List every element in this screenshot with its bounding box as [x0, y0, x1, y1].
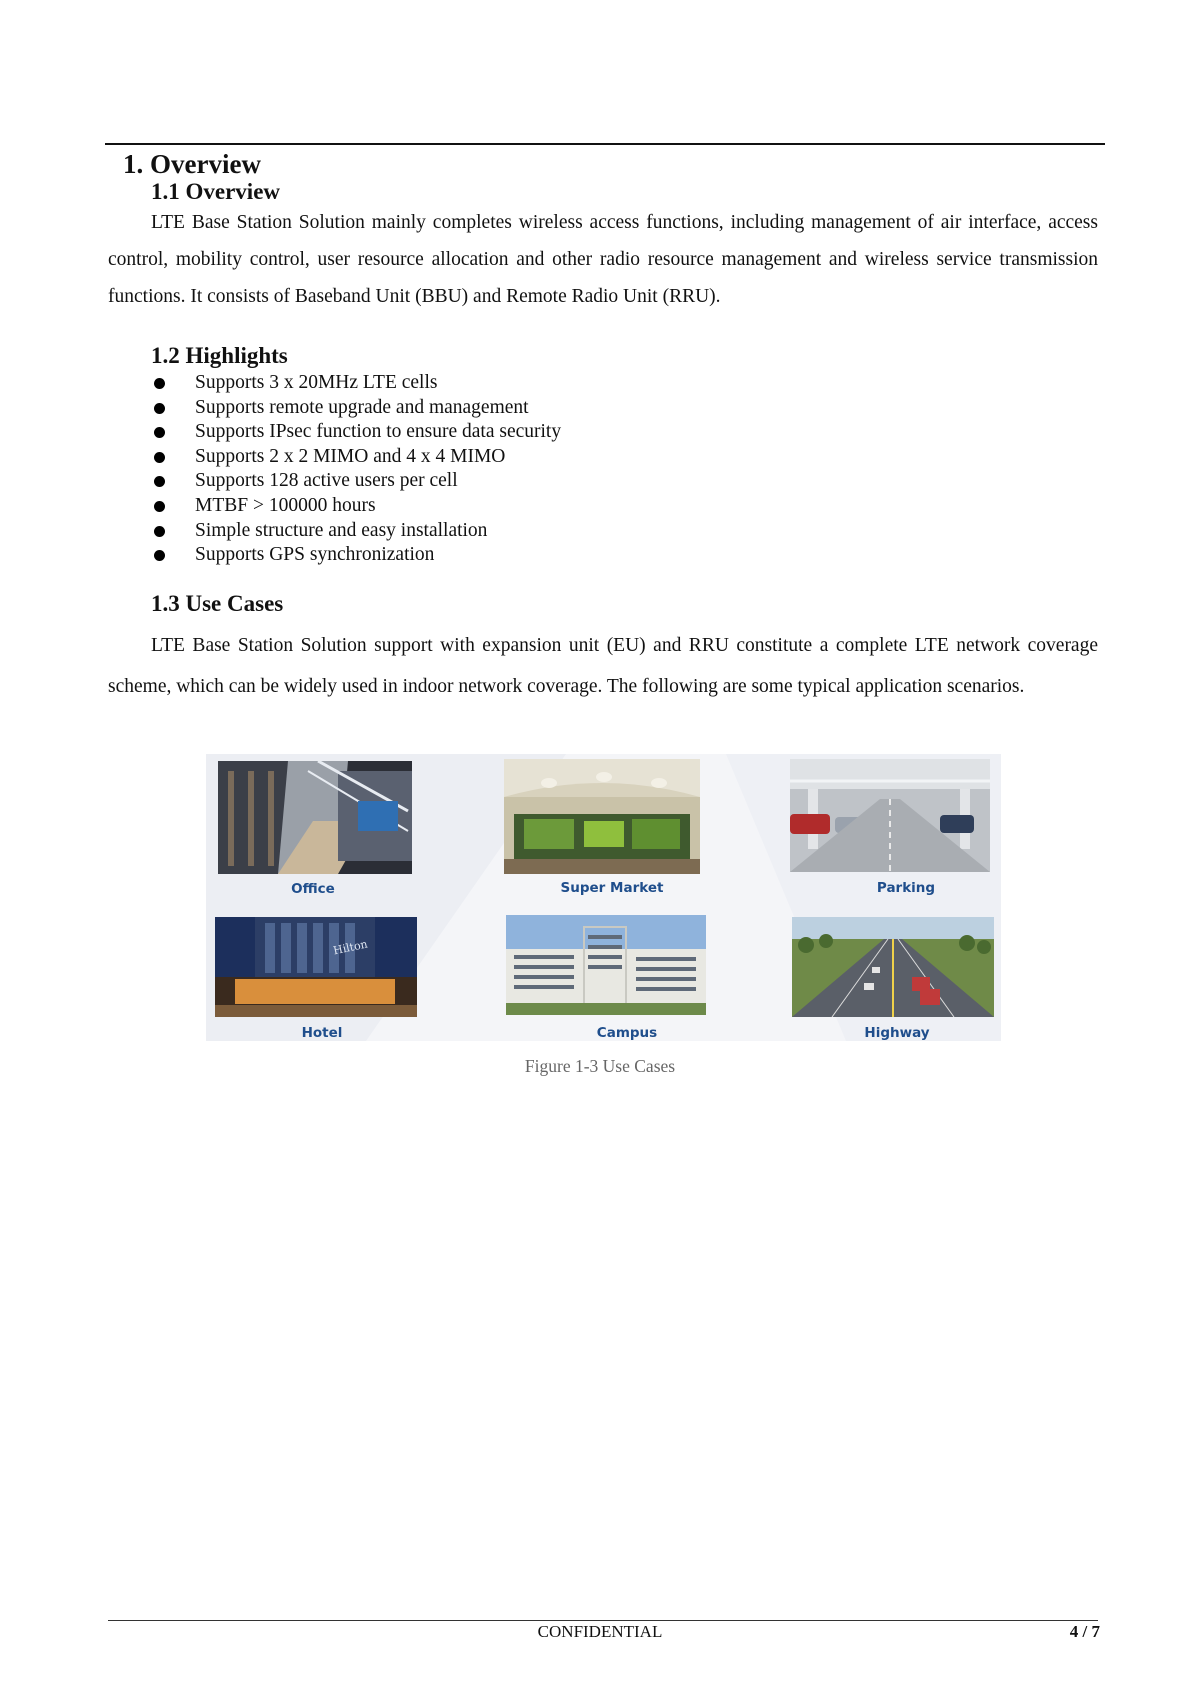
bullet-icon	[154, 550, 165, 561]
list-item	[150, 519, 561, 544]
highway-photo	[792, 917, 994, 1017]
bullet-icon	[154, 378, 165, 389]
super-market-label: Super Market	[560, 880, 664, 896]
highlight-text: Supports remote upgrade and management	[195, 396, 529, 418]
super-market-photo	[504, 759, 700, 874]
section-title: 1. Overview	[123, 149, 261, 179]
highlight-text: MTBF > 100000 hours	[195, 494, 376, 516]
highlight-text: Supports 128 active users per cell	[195, 470, 458, 492]
bullet-icon	[154, 427, 165, 438]
hotel-sign: Hilton	[332, 937, 369, 958]
highway-label: Highway	[864, 1025, 930, 1041]
page-number: 4 / 7	[1069, 1622, 1100, 1641]
campus-label: Campus	[596, 1025, 658, 1041]
list-item	[150, 396, 561, 421]
footer-rule	[108, 1620, 1098, 1621]
list-item	[150, 371, 561, 396]
highlight-text: Supports 3 x 20MHz LTE cells	[195, 372, 438, 393]
highlight-text: Supports 2 x 2 MIMO and 4 x 4 MIMO	[195, 445, 506, 467]
parking-photo	[790, 759, 990, 872]
highlights-heading: 1.2 Highlights	[151, 343, 288, 368]
highlight-text: Supports GPS synchronization	[195, 544, 435, 566]
office-label: Office	[291, 881, 335, 897]
campus-photo	[506, 915, 706, 1015]
list-item	[150, 543, 561, 568]
bullet-icon	[154, 403, 165, 414]
use-cases-figure	[206, 754, 1001, 1041]
use-cases-paragraph: LTE Base Station Solution support with expansion unit (EU) and RRU constitute a complete LTE network coverage scheme, which can be widely used in indoor network coverage. The following are some typical application scenarios.	[108, 635, 1098, 697]
highlight-text: Supports IPsec function to ensure data security	[195, 421, 562, 443]
figure-caption: Figure 1-3 Use Cases	[524, 1056, 676, 1076]
hotel-photo	[215, 917, 417, 1017]
hotel-label: Hotel	[301, 1025, 343, 1041]
list-item	[150, 469, 561, 494]
overview-heading: 1.1 Overview	[151, 179, 281, 204]
header-rule	[105, 143, 1105, 145]
use-cases-heading: 1.3 Use Cases	[151, 591, 284, 616]
bullet-icon	[154, 452, 165, 463]
footer-confidential: CONFIDENTIAL	[537, 1622, 663, 1641]
list-item	[150, 494, 561, 519]
bullet-icon	[154, 476, 165, 487]
list-item	[150, 420, 561, 445]
office-photo	[218, 761, 412, 874]
overview-paragraph: LTE Base Station Solution mainly completes wireless access functions, including management of air interface, access control, mobility control, user resource allocation and other radio resource management and wireless service transmission functions. It consists of Baseband Unit (BBU) and Remote Radio Unit (RRU).	[108, 212, 1098, 307]
list-item	[150, 445, 561, 470]
bullet-icon	[154, 526, 165, 537]
parking-label: Parking	[876, 880, 936, 896]
highlights-list	[150, 371, 561, 568]
highlight-text: Simple structure and easy installation	[195, 519, 488, 541]
bullet-icon	[154, 501, 165, 512]
